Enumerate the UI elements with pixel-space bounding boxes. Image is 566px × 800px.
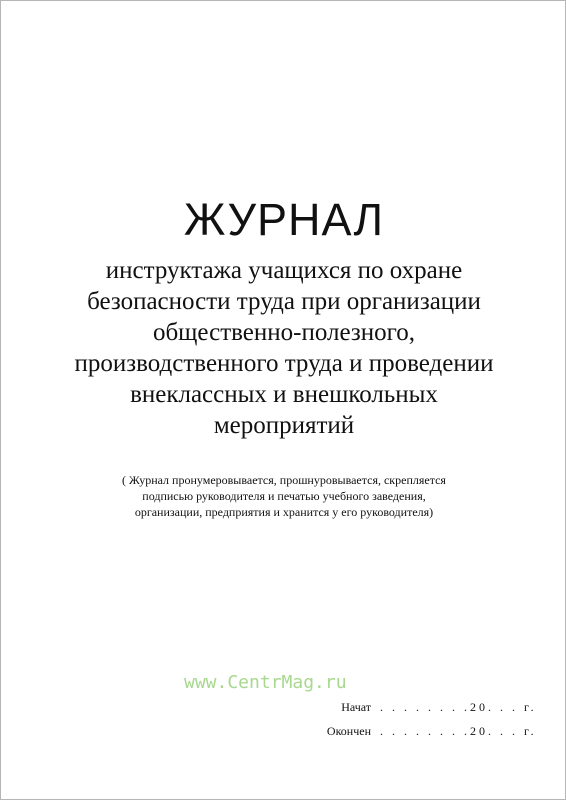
note-line: подписью руководителя и печатью учебного заведения, (142, 489, 426, 503)
watermark: www.CentrMag.ru (184, 672, 347, 693)
note-line: ( Журнал пронумеровывается, прошнуровывается, скрепляется (122, 473, 446, 487)
finished-date-row (301, 723, 541, 739)
started-date-blank: . . . . . . . .20. . . г. (380, 700, 537, 714)
finished-label: Окончен (326, 724, 371, 738)
subtitle-line: инструктажа учащихся по охране (105, 257, 463, 284)
finished-date-blank: . . . . . . . .20. . . г. (380, 724, 537, 738)
started-label: Начат (341, 700, 371, 714)
journal-title: ЖУРНАЛ (183, 194, 385, 245)
journal-note (41, 472, 527, 520)
subtitle-line: безопасности труда при организации (87, 288, 481, 315)
journal-subtitle (21, 255, 547, 441)
note-line: организации, предприятия и хранится у его руководителя) (134, 505, 434, 519)
subtitle-line: производственного труда и проведении (74, 350, 494, 377)
subtitle-line: внеклассных и внешкольных (130, 381, 438, 408)
started-date-row (301, 699, 541, 715)
subtitle-line: мероприятий (213, 412, 355, 439)
subtitle-line: общественно-полезного, (152, 319, 416, 346)
